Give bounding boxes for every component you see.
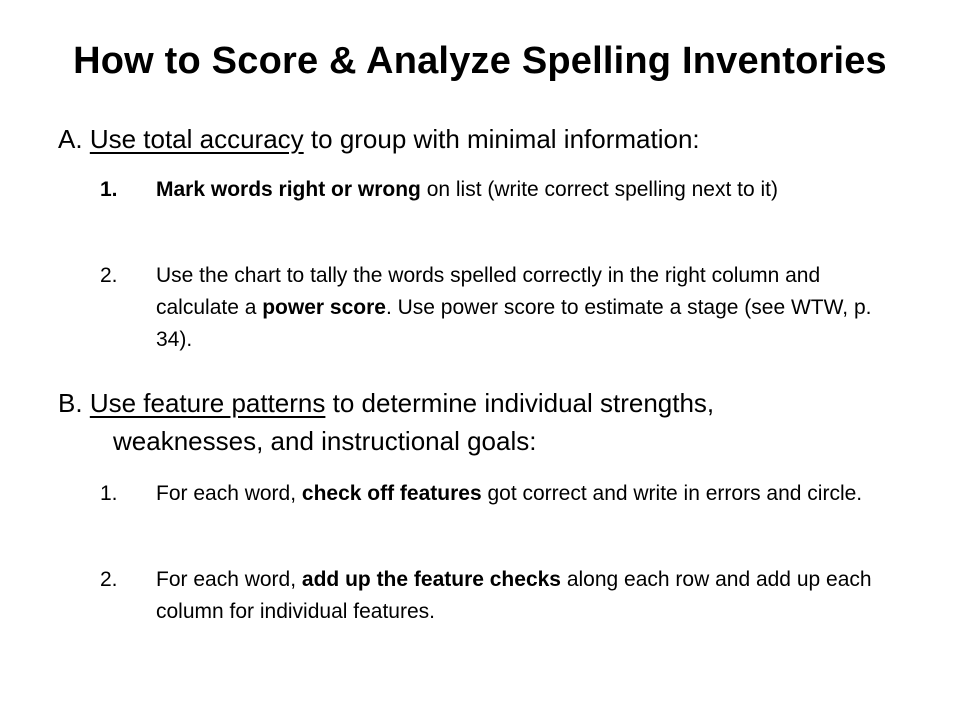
section-b-heading [58,384,938,460]
slide-title: How to Score & Analyze Spelling Inventories [73,40,887,82]
item-text: on list (write correct spelling next to it) [420,178,778,201]
item-bold-text: add up the feature checks [301,568,561,591]
item-bold-text: Mark words right or wrong [156,178,421,201]
item-number: 2. [100,264,118,287]
item-number: 2. [100,568,118,591]
item-text-pre: For each word, [156,568,302,591]
item-text-post: got correct and write in errors and circle. [481,482,863,505]
section-a-marker: A. [58,124,83,154]
section-a-item-2 [100,260,900,356]
section-b-rest-line1: to determine individual strengths, [325,388,715,418]
section-b-underlined: Use feature patterns [89,388,326,418]
section-b-rest-line2: weaknesses, and instructional goals: [113,426,537,456]
item-text-pre: For each word, [156,482,302,505]
item-number: 1. [100,482,118,505]
section-b-marker: B. [58,388,83,418]
item-text-post: . Use power score to estimate a stage (see WTW, p. 34). [156,296,872,351]
section-a-item-1 [100,174,900,206]
item-bold-text: power score [262,296,386,319]
section-a-underlined: Use total accuracy [89,124,304,154]
item-bold-text: check off features [301,482,482,505]
section-a-rest: to group with minimal information: [303,124,700,154]
section-b-item-2 [100,564,900,628]
section-a-heading [58,120,938,158]
item-text-pre: Use the chart to tally the words spelled correctly in the right column and calculate a [156,264,821,319]
section-b-item-1 [100,478,900,510]
item-text-post: along each row and add up each column for individual features. [156,568,872,623]
item-number: 1. [100,178,118,201]
